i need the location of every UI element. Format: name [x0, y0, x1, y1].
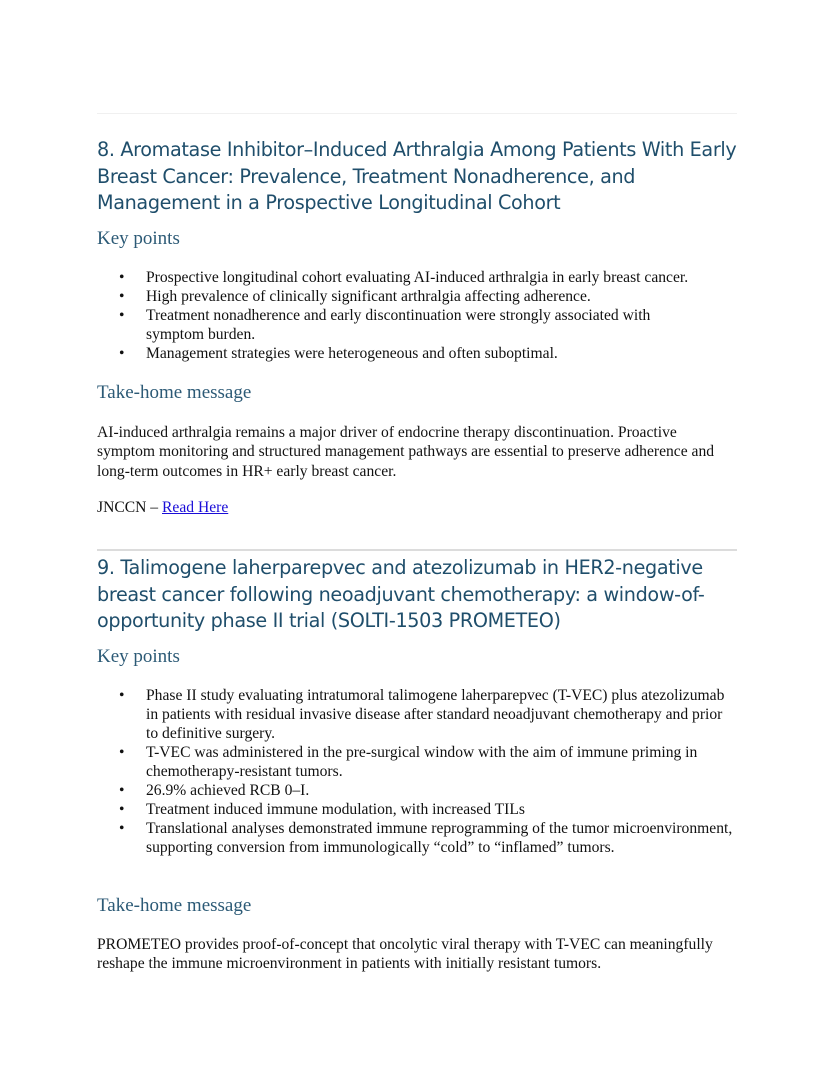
article-9-key-points-list [97, 686, 737, 857]
bullet-icon: • [119, 345, 125, 362]
bullet-icon: • [119, 687, 125, 704]
bullet-icon: • [119, 744, 125, 761]
list-item: • 26.9% achieved RCB 0–I. [119, 782, 310, 799]
source-journal: JNCCN [97, 499, 147, 516]
bullet-icon: • [119, 269, 125, 286]
bullet-icon: • [119, 307, 125, 324]
article-9-take-home-heading: Take-home message [97, 895, 252, 916]
source-separator: – [146, 499, 162, 516]
list-item: • Phase II study evaluating intratumoral talimogene laherparepvec (T-VEC) plus atezolizumab in patients with residual invasive disease after standard neoadjuvant chemotherapy and prior to definitive surgery. [119, 687, 725, 742]
article-8-take-home-heading: Take-home message [97, 382, 252, 403]
list-item: • Treatment induced immune modulation, with increased TILs [119, 801, 525, 818]
article-8-key-points-list [97, 268, 737, 363]
article-8-key-points-heading: Key points [97, 228, 180, 249]
list-item: • Treatment nonadherence and early discontinuation were strongly associated with symptom burden. [119, 307, 651, 343]
list-item: • Translational analyses demonstrated immune reprogramming of the tumor microenvironment, supporting conversion from immunologically “cold” to “inflamed” tumors. [119, 820, 733, 856]
bullet-icon: • [119, 801, 125, 818]
list-item: • Management strategies were heterogeneous and often suboptimal. [119, 345, 558, 362]
list-item: • High prevalence of clinically significant arthralgia affecting adherence. [119, 288, 591, 305]
bullet-icon: • [119, 288, 125, 305]
read-here-link[interactable]: Read Here [162, 499, 229, 516]
list-item: • Prospective longitudinal cohort evaluating AI-induced arthralgia in early breast cancer. [119, 269, 689, 286]
bullet-icon: • [119, 782, 125, 799]
article-8-source [97, 498, 228, 517]
article-9-take-home-text: PROMETEO provides proof-of-concept that oncolytic viral therapy with T-VEC can meaningfully reshape the immune microenvironment in patients with initially resistant tumors. [97, 936, 713, 973]
article-8-take-home-text: AI-induced arthralgia remains a major driver of endocrine therapy discontinuation. Proactive symptom monitoring and structured management pathways are essential to preserve adherence and long-term outcomes in HR+ early breast cancer. [97, 424, 715, 480]
section-divider-top [97, 113, 737, 114]
section-divider [97, 549, 737, 551]
article-9-title: 9. Talimogene laherparepvec and atezolizumab in HER2-negative breast cancer following neoadjuvant chemotherapy: a window-of-opportunity phase II trial (SOLTI-1503 PROMETEO) [97, 556, 705, 633]
list-item: • T-VEC was administered in the pre-surgical window with the aim of immune priming in chemotherapy-resistant tumors. [119, 744, 698, 780]
article-9-key-points-heading: Key points [97, 646, 180, 667]
article-8-title: 8. Aromatase Inhibitor–Induced Arthralgia Among Patients With Early Breast Cancer: Prevalence, Treatment Nonadherence, and Management in a Prospective Longitudinal Cohort [97, 138, 737, 215]
bullet-icon: • [119, 820, 125, 837]
